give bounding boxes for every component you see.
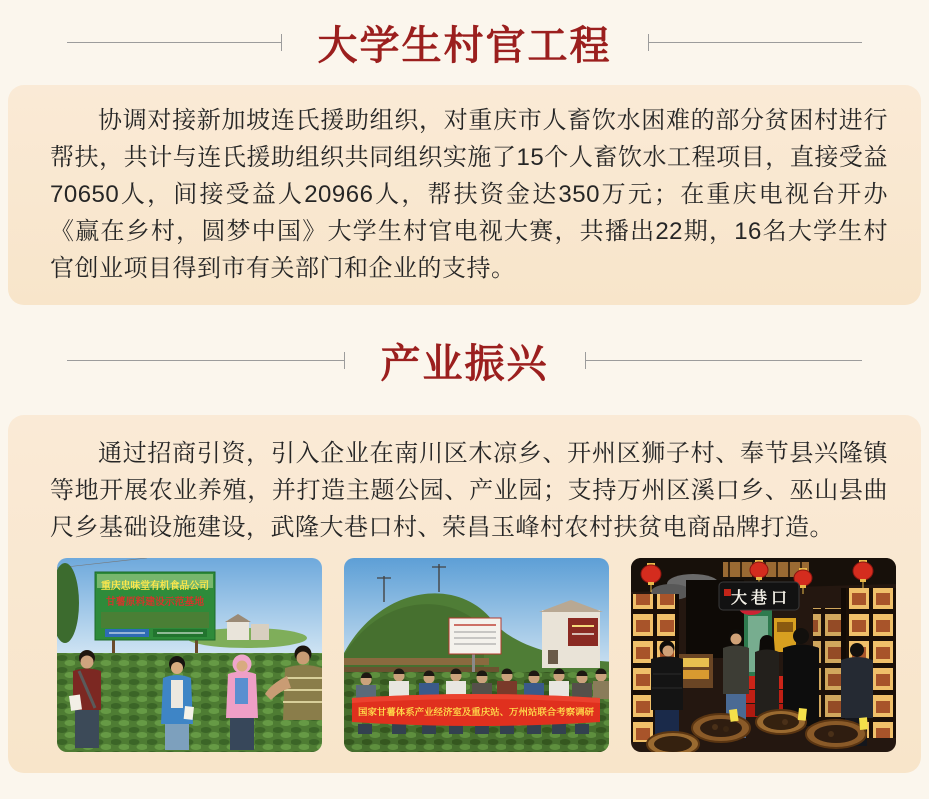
photo-field-visit xyxy=(57,558,322,752)
shop-sign-text: 大巷口 xyxy=(730,588,792,607)
divider-line-right xyxy=(586,360,863,361)
photo-banner-group xyxy=(344,558,609,752)
divider-tick-left xyxy=(344,352,345,369)
section1-paragraph: 协调对接新加坡连氏援助组织，对重庆市人畜饮水困难的部分贫困村进行帮扶，共计与连氏援助组织共同组织实施了15个人畜饮水工程项目，直接受益70650人，间接受益人20966人，帮扶资金达350万元；在重庆电视台开办《赢在乡村，圆梦中国》大学生村官电视大赛，共播出22期，16名大学生村官创业项目得到市有关部门和企业的支持。 xyxy=(50,107,888,282)
banner-text: 国家甘薯体系产业经济室及重庆站、万州站联合考察调研 xyxy=(358,707,584,717)
divider-line-right xyxy=(649,42,863,43)
divider-line-left xyxy=(67,42,281,43)
section1-heading xyxy=(0,0,929,85)
billboard-line2: 甘薯原料建设示范基地 xyxy=(106,597,206,608)
section2-title: 产业振兴 xyxy=(380,339,549,387)
photo-row xyxy=(8,558,921,752)
section2-paragraph: 通过招商引资，引入企业在南川区木凉乡、开州区狮子村、奉节县兴隆镇等地开展农业养殖，并打造主题公园、产业园；支持万州区溪口乡、巫山县曲尺乡基础设施建设，武隆大巷口村、荣昌玉峰村农村扶贫电商品牌打造。 xyxy=(50,440,888,541)
divider-line-left xyxy=(67,360,344,361)
section1-content-box xyxy=(8,85,921,305)
billboard-line1: 重庆忠味堂有机食品公司 xyxy=(101,581,211,592)
divider-tick-left xyxy=(281,34,282,51)
section1-title: 大学生村官工程 xyxy=(317,22,612,69)
section2-heading xyxy=(0,305,929,415)
section2-content-box xyxy=(8,415,921,773)
photo-shop-interior xyxy=(631,558,896,752)
